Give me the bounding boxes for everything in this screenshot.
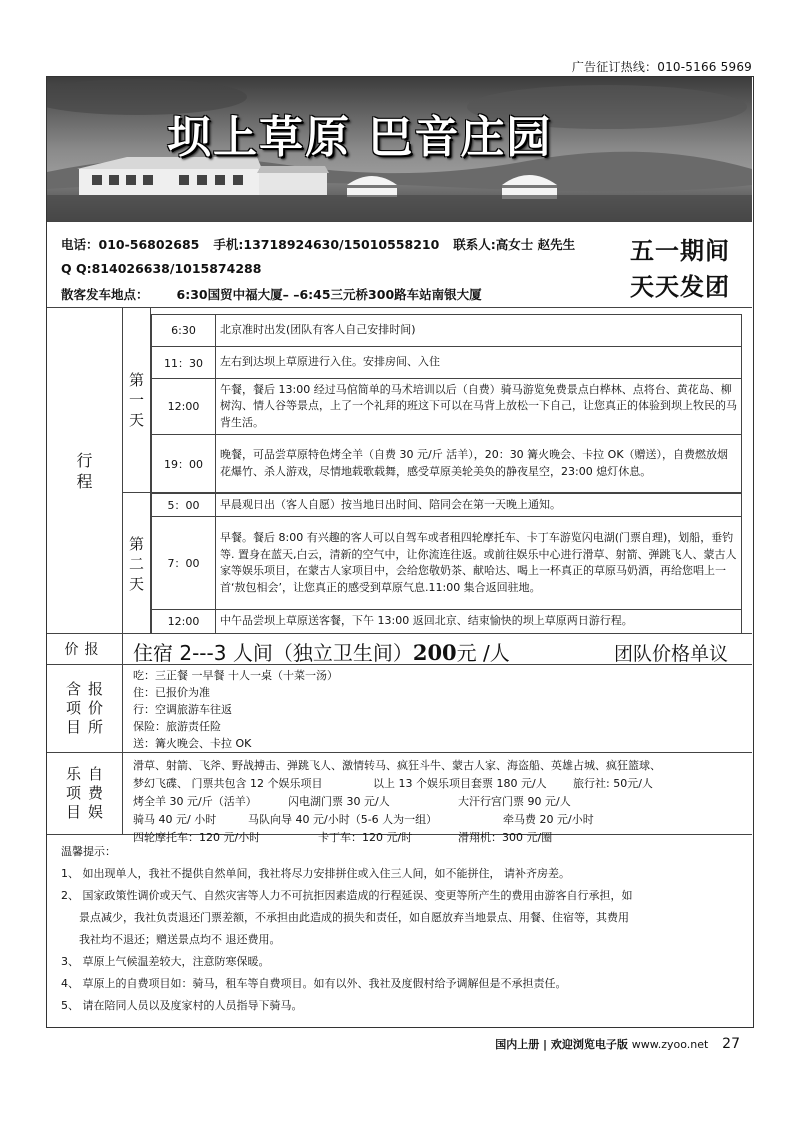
price-label: 价报: [47, 634, 123, 664]
entertainment-line: 滑草、射箭、飞斧、野战搏击、弹跳飞人、激情转马、疯狂斗牛、蒙古人家、海盗船、英雄占城、疯狂篮球、: [133, 759, 661, 772]
day-2-label-cell: [123, 493, 151, 634]
entertainment-label-right: 自费娱: [87, 765, 103, 821]
entertainment-label-left: 乐项目: [65, 765, 81, 821]
group-price-note: 团队价格单议: [613, 643, 728, 665]
entertainment-line: [133, 793, 661, 811]
entertainment-item: 马队向导 40 元/小时（5-6 人为一组）: [248, 813, 438, 826]
entertainment-label-cell: [47, 753, 123, 834]
footer-section: 国内上册 | 欢迎浏览电子版: [495, 1038, 628, 1051]
entertainment-item: 烤全羊 30 元/斤（活羊）: [133, 795, 257, 808]
entertainment-line: [133, 775, 661, 793]
entertainment-line: [133, 811, 661, 829]
banner-title: 坝上草原 巴音庄园: [167, 112, 553, 163]
includes-section: [47, 665, 752, 753]
page-footer: [495, 1036, 740, 1052]
entertainment-section: [47, 753, 752, 844]
schedule-time: 7：00: [151, 517, 215, 610]
tip-item-continued: 我社均不退还；赠送景点均不 退还费用。: [79, 933, 281, 946]
schedule-desc: 午餐，餐后 13:00 经过马倌简单的马术培训以后（自费）骑马游览免费景点白桦林、点将台、黄花岛、柳树沟、情人谷等景点，上了一个礼拜的班这下可以在马背上放松一下自己，让您真正的体验到坝上牧民的马背生活。: [215, 379, 742, 435]
schedule-time: 5：00: [151, 493, 215, 517]
schedule-desc: 中午品尝坝上草原送客餐，下午 13:00 返回北京、结束愉快的坝上草原两日游行程。: [215, 610, 742, 634]
includes-label-cell: [47, 665, 123, 752]
entertainment-item: 牵马费 20 元/小时: [503, 813, 594, 826]
schedule-desc: 北京准时出发(团队有客人自己安排时间): [215, 314, 742, 347]
ad-hotline: 广告征订热线：010-5166 5969: [571, 60, 752, 74]
entertainment-item: 卡丁车：120 元/时: [318, 831, 413, 844]
schedule-row: [151, 517, 742, 610]
includes-item: 吃：三正餐 一早餐 十人一桌（十菜一汤）: [133, 669, 338, 682]
schedule-row: [151, 314, 742, 347]
price-main: [133, 637, 510, 666]
itinerary-label-cell: [47, 308, 123, 633]
includes-label-left: 含项目: [65, 680, 81, 736]
schedule-row: [151, 435, 742, 493]
entertainment-item: 以上 13 个娱乐项目套票 180 元/人: [373, 777, 547, 790]
schedule-row: [151, 347, 742, 379]
qq: Q Q:814026638/1015874288: [61, 261, 262, 276]
price-amount: 200: [412, 640, 457, 665]
slogan-daily-departure: 天天发团: [630, 273, 730, 301]
schedule-desc: 晚餐，可品尝草原特色烤全羊（自费 30 元/斤 活羊），20：30 篝火晚会、卡拉 OK（赠送），自费燃放烟花爆竹、杀人游戏，尽情地载歌载舞，感受草原美轮美奂的静夜星空，23:00 熄灯休息。: [215, 435, 742, 493]
schedule-row: [151, 493, 742, 517]
day-2-label: 第二天: [128, 534, 144, 593]
day-1-label-cell: [123, 308, 151, 493]
contact-person: 联系人:高女士 赵先生: [453, 237, 576, 252]
tips-title: 温馨提示：: [61, 845, 116, 858]
entertainment-item: 四轮摩托车：120 元/小时: [133, 831, 261, 844]
itinerary-table: [47, 307, 752, 633]
mobile: 手机:13718924630/15010558210: [213, 237, 440, 252]
tips-section: [61, 841, 751, 1017]
slogan-may-day: 五一期间: [630, 237, 730, 265]
itinerary-label: 行程: [76, 450, 93, 491]
includes-item: 送：篝火晚会、卡拉 OK: [133, 737, 252, 750]
schedule-row: [151, 379, 742, 435]
tip-item-continued: 景点减少，我社负责退还门票差额，不承担由此造成的损失和责任，如自愿放弃当地景点、用餐、住宿等，其费用: [79, 911, 629, 924]
entertainment-item: 闪电湖门票 30 元/人: [288, 795, 390, 808]
tip-item: 3、 草原上气候温差较大，注意防寒保暖。: [61, 955, 270, 968]
schedule-time: 12:00: [151, 610, 215, 634]
tip-item: 5、 请在陪同人员以及度家村的人员指导下骑马。: [61, 999, 303, 1012]
schedule-row: [151, 610, 742, 634]
schedule-time: 6:30: [151, 314, 215, 347]
page-number: 27: [722, 1036, 740, 1052]
includes-item: 行：空调旅游车往返: [133, 703, 232, 716]
schedule-desc: 早晨观日出（客人自愿）按当地日出时间、陪同会在第一天晚上通知。: [215, 493, 742, 517]
price-suffix: 元 /人: [456, 641, 510, 665]
entertainment-list: [133, 757, 661, 847]
contact-line-1: [61, 235, 575, 253]
tip-item: 4、 草原上的自费项目如：骑马，租车等自费项目。如有以外、我社及度假村给予调解但是不承担责任。: [61, 977, 567, 990]
departure-label: 散客发车地点：: [61, 287, 149, 302]
entertainment-item: 旅行社: 50元/人: [573, 777, 653, 790]
schedule-time: 12:00: [151, 379, 215, 435]
contact-block: [47, 227, 752, 305]
includes-label-right: 报价所: [87, 680, 103, 736]
schedule-time: 19：00: [151, 435, 215, 493]
departure-line: [61, 285, 482, 303]
schedule-time: 11：30: [151, 347, 215, 379]
schedule-desc: 早餐。餐后 8:00 有兴趣的客人可以自驾车或者租四轮摩托车、卡丁车游览闪电湖(门票自理)，划船，垂钓等. 置身在蓝天,白云，清新的空气中，让你流连往返。或前往娱乐中心进行滑草、射箭、弹跳飞人、蒙古人家等娱乐项目，在蒙古人家项目中，会给您敬奶茶、献哈达、喝上一杯真正的草原马奶酒，再给您唱上一首‘敖包相会’，让您真正的感受到草原气息.11:00 集合返回驻地。: [215, 517, 742, 610]
tip-item: 2、 国家政策性调价或天气、自然灾害等人力不可抗拒因素造成的行程延误、变更等所产生的费用由游客自行承担，如: [61, 889, 633, 902]
day-1-label: 第一天: [128, 371, 144, 429]
price-prefix: 住宿 2---3 人间（独立卫生间）: [133, 641, 413, 665]
flyer-frame: [46, 76, 754, 1028]
includes-item: 住：已报价为准: [133, 686, 210, 699]
entertainment-item: 大汗行宫门票 90 元/人: [458, 795, 571, 808]
tip-item: 1、 如出现单人，我社不提供自然单间，我社将尽力安排拼住或入住三人间，如不能拼住， 请补齐房差。: [61, 867, 570, 880]
banner: [47, 77, 752, 222]
price-row: [47, 633, 752, 665]
entertainment-item: 梦幻飞碟、 门票共包含 12 个娱乐项目: [133, 777, 323, 790]
footer-website-link[interactable]: www.zyoo.net: [631, 1038, 709, 1051]
schedule-desc: 左右到达坝上草原进行入住。安排房间、入住: [215, 347, 742, 379]
includes-list: [133, 667, 338, 752]
phone: 电话：010-56802685: [61, 237, 200, 252]
includes-item: 保险：旅游责任险: [133, 720, 221, 733]
entertainment-item: 骑马 40 元/ 小时: [133, 813, 217, 826]
departure-points: 6:30国贸中福大厦– –6:45三元桥300路车站南银大厦: [176, 287, 482, 302]
entertainment-item: 滑翔机：300 元/圈: [458, 831, 553, 844]
